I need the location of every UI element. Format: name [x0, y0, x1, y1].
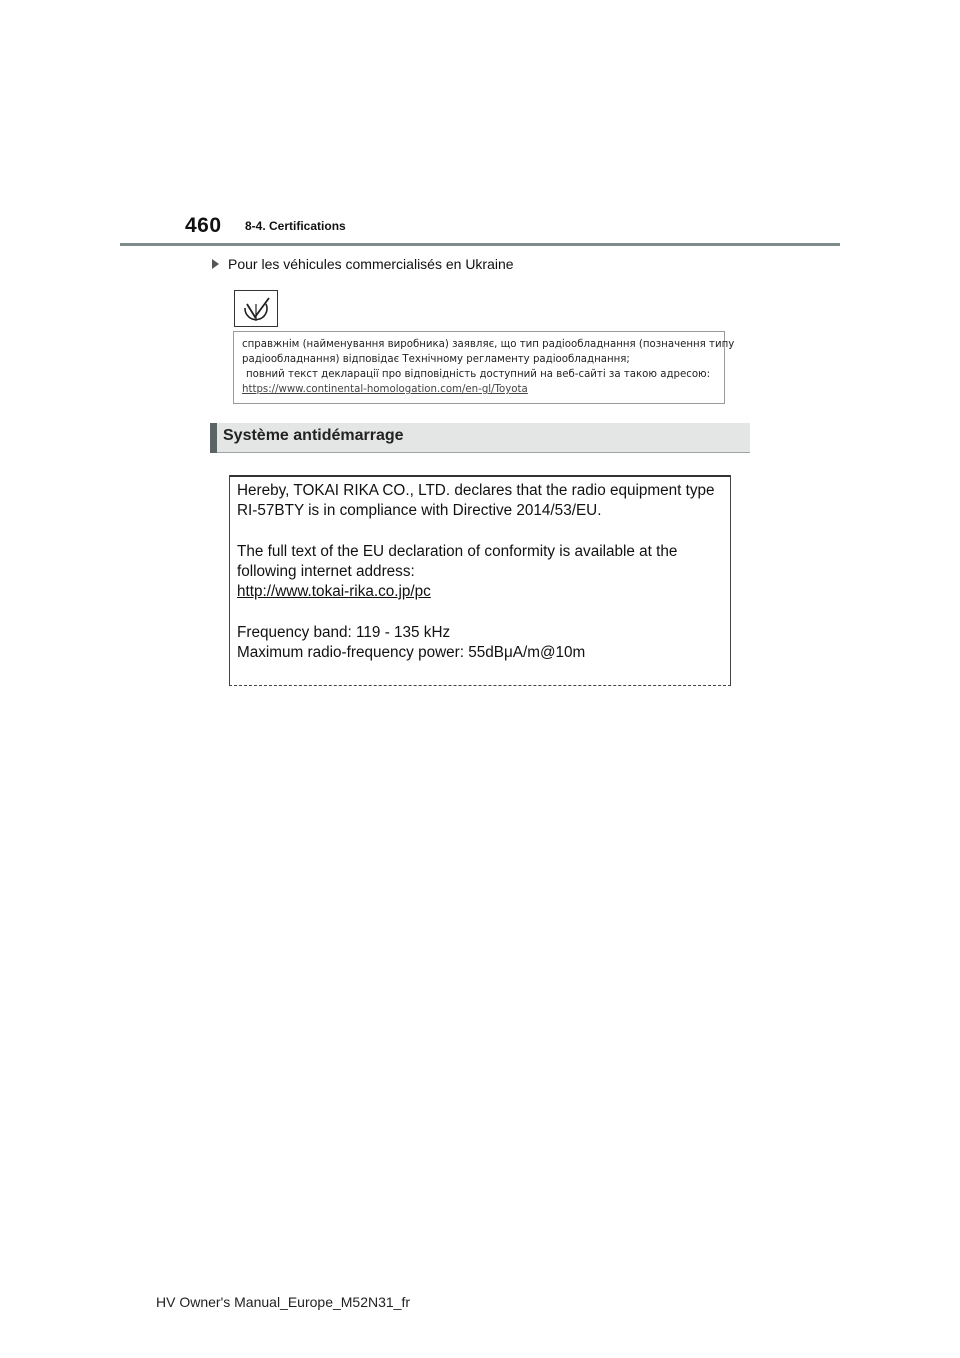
ukraine-bullet-text: Pour les véhicules commercialisés en Ukraine [228, 256, 514, 272]
section-title-immobilizer [210, 423, 750, 453]
declaration-line-1: Hereby, TOKAI RIKA CO., LTD. declares that the radio equipment type [237, 482, 715, 499]
ukraine-line-1: справжнім (найменування виробника) заявляє, що тип радіообладнання (позначення типу [242, 339, 735, 350]
footer-text: HV Owner's Manual_Europe_M52N31_fr [156, 1294, 411, 1310]
declaration-line-2: RI-57BTY is in compliance with Directive 2014/53/EU. [237, 502, 602, 519]
frequency-band: Frequency band: 119 - 135 kHz [237, 624, 451, 641]
max-rf-power: Maximum radio-frequency power: 55dBμA/m@10m [237, 644, 586, 661]
declaration-url-link[interactable]: http://www.tokai-rika.co.jp/pc [237, 583, 431, 600]
ukraine-bullet [212, 256, 514, 272]
declaration-line-3: The full text of the EU declaration of conformity is available at the [237, 543, 678, 560]
ukraine-url-link[interactable]: https://www.continental-homologation.com/en-gl/Toyota [242, 384, 528, 395]
ukraine-conformity-mark-icon [234, 290, 278, 327]
section-reference: 8-4. Certifications [245, 219, 346, 233]
ukraine-line-3: повний текст декларації про відповідність доступний на веб-сайті за такою адресою: [246, 369, 711, 380]
header-divider [120, 243, 840, 246]
declaration-line-4: following internet address: [237, 563, 415, 580]
eu-declaration-box [229, 475, 731, 686]
ukraine-declaration-box [233, 331, 735, 404]
section-title-bar [210, 423, 217, 453]
bullet-triangle-icon [212, 259, 219, 269]
ukraine-line-2: радіообладнання) відповідає Технічному регламенту радіообладнання; [242, 354, 630, 365]
section-title-text: Système antidémarrage [223, 427, 404, 444]
page-number: 460 [185, 214, 222, 237]
